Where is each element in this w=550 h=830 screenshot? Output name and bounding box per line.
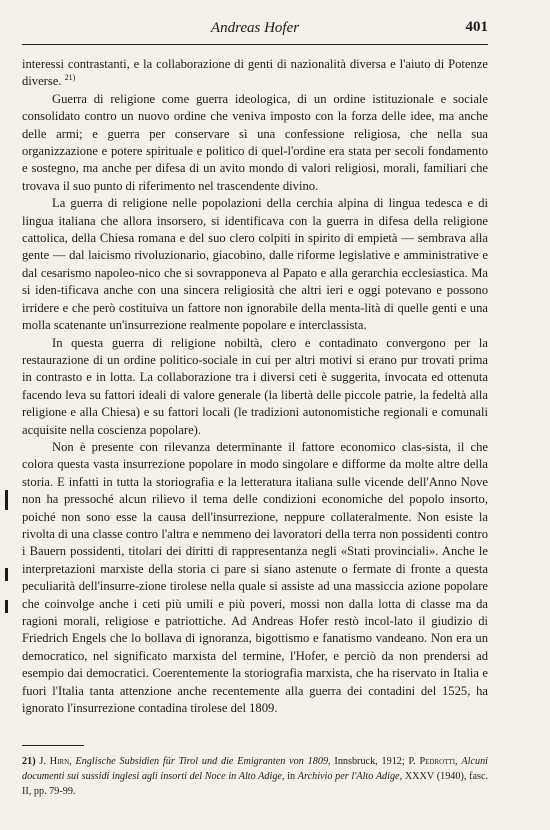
body-text [22, 56, 488, 717]
footnote-reference: 21) [64, 73, 76, 83]
page-header [22, 18, 488, 45]
paragraph-4: In questa guerra di religione nobiltà, clero e contadinato convergono per la restaurazione di un ordine politico-sociale in cui per altri motivi si erano pur trovati prima in contrasto e in lotta. La collaborazione tra i diversi ceti è suggerita, invocata ed ottenuta facendo leva su fattori ideali di valore generale (la libertà delle piccole patrie, la fedeltà alla religione e alla Chiesa) e su fattori locali (le tradizioni autonomistiche regionali e comunali acquisite nella coscienza popolare). [22, 335, 488, 437]
paragraph-1-text: interessi contrastanti, e la collaborazione di genti di nazionalità diversa e l'aiuto di Potenze diverse. [22, 57, 488, 89]
running-title: Andreas Hofer [210, 20, 300, 36]
footnote-in: in [287, 771, 296, 782]
footnote [22, 754, 488, 799]
footnote-journal: Archivio per l'Alto Adige, [297, 771, 403, 782]
margin-mark [5, 568, 8, 581]
footnote-title-2: Alcuni documenti sui sussidi inglesi agli insorti del Noce in Alto Adige, [22, 756, 488, 782]
margin-mark [5, 600, 8, 613]
footnote-author-1: J. Hirn, [39, 756, 72, 767]
paragraph-1 [22, 56, 488, 91]
footnote-number: 21) [22, 756, 36, 767]
page-number: 401 [465, 19, 488, 35]
margin-mark [5, 490, 8, 510]
footnote-divider [22, 745, 84, 746]
footnote-author-2: P. Pedrotti, [408, 756, 458, 767]
footnote-title-1: Englische Subsidien für Tirol und die Emigranten von 1809, [75, 756, 331, 767]
paragraph-5: Non è presente con rilevanza determinante il fattore economico clas-sista, il che colora questa vasta insurrezione popolare in modo singolare e difforme da molte altre della storia. E infatti in tutta la storiografia e la letteratura italiana sulle vicende dell'Anno Nove non ha pressoché alcun rilievo il tema delle condizioni economiche del popolo insorto, poiché non sono esse la causa dell'insurrezione, neppure collateralmente. Non esiste la rivolta di una classe contro l'altra e nemmeno dei lavoratori della terra non possidenti contro i Bauern possidenti, titolari dei diritti di rappresentanza negli «Stati provinciali». Anche le interpretazioni marxiste della storia ci pare si siano astenute o fermate di fronte a questa peculiarità dell'insurre-zione tirolese nella quale si assiste ad una massiccia azione popolare che coinvolge anche i ceti più umili e più poveri, mossi non dalla lotta di classe ma da ragioni morali, religiose e patriottiche. Ad Andreas Hofer restò incol-lato il giudizio di Friedrich Engels che lo bollava di ignoranza, bigottismo e fanatismo vandeano. Non era un democratico, nel significato marxista del termine, l'Hofer, e perciò da non prendersi ad esempio dai democratici. Coerentemente la storiografia marxista, che ha riservato in Italia e fuori l'Italia tanta attenzione anche recentemente alla guerra dei contadini del 1525, ha ignorato l'insurrezione contadina tirolese del 1809. [22, 439, 488, 716]
footnote-imprint-2: XXXV (1940), fasc. II, pp. 79-99. [22, 771, 489, 797]
paragraph-2: Guerra di religione come guerra ideologica, di un ordine istituzionale e sociale consolidato contro un nuovo ordine che veniva imposto con la forza delle idee, ma anche delle armi; e guerra per conservare sì una confessione religiosa, che nella sua organizzazione e potere spirituale e politico di quel-l'ordine era stata per secoli fondamento e sostegno, ma anche per difesa di un avito mondo di valori religiosi, morali, familiari che trovava il suo punto di riferimento nel trascendente divino. [22, 91, 488, 193]
footnote-imprint-1: Innsbruck, 1912; [334, 756, 405, 767]
paragraph-3: La guerra di religione nelle popolazioni della cerchia alpina di lingua tedesca e di lingua italiana che allora insorsero, si identificava con la guerra in difesa della religione cattolica, della Chiesa romana e del suo clero colpiti in spirito di empietà — sembrava alla gente — dal laicismo rivoluzionario, giacobino, dalle riforme legislative e amministrative e dal cesarismo napoleo-nico che si sovrapponeva al Papato e alla gerarchia ecclesiastica. Ma si iden-tificava anche con una sincera religiosità che altri ieri e oggi potevano e possono irridere e che però costituiva un fattore non ignorabile della menta-lità di quelle genti e una molla scatenante un'insurrezione realmente popolare e interclassista. [22, 196, 488, 333]
